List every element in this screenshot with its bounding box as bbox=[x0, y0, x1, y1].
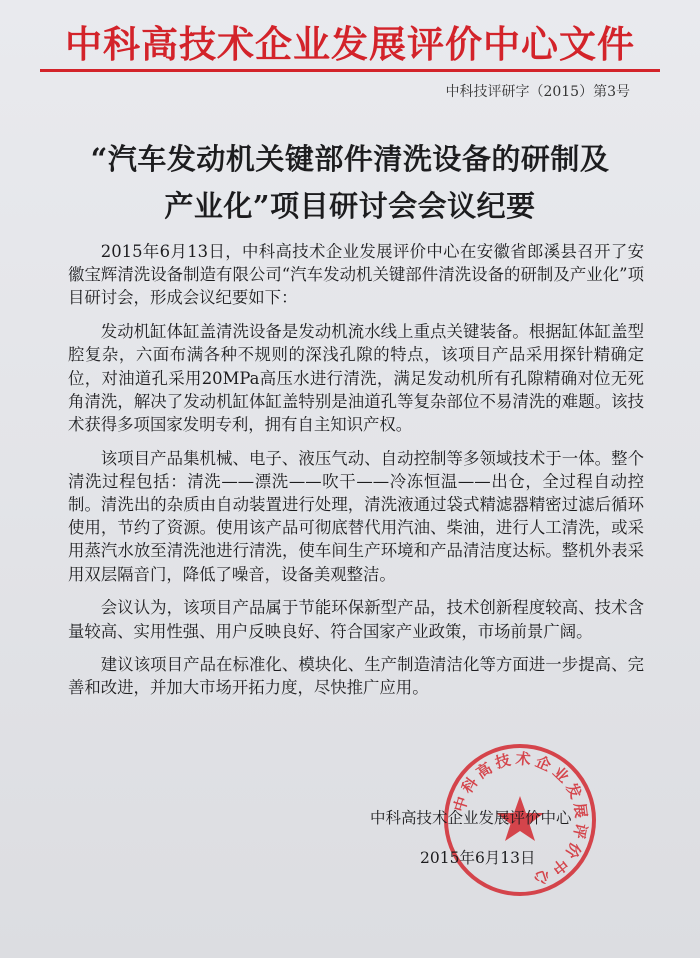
signature-date: 2015年6月13日 bbox=[420, 849, 536, 867]
body-paragraph-2: 发动机缸体缸盖清洗设备是发动机流水线上重点关键装备。根据缸体缸盖型腔复杂，六面布满各种不规则的深浅孔隙的特点，该项目产品采用探针精确定位，对油道孔采用20MPa高压水进行清洗，满足发动机所有孔隙精确对位无死角清洗，解决了发动机缸体缸盖特别是油道孔等复杂部位不易清洗的难题。该技术获得多项国家发明专利，拥有自主知识产权。 bbox=[68, 322, 644, 434]
document-title-line-2: 产业化”项目研讨会会议纪要 bbox=[164, 189, 536, 223]
document-title bbox=[0, 136, 700, 230]
body-paragraph-4: 会议认为，该项目产品属于节能环保新型产品，技术创新程度较高、技术含量较高、实用性强、用户反映良好、符合国家产业政策，市场前景广阔。 bbox=[68, 598, 644, 641]
signature-block bbox=[0, 806, 700, 866]
document-header-title: 中科高技术企业发展评价中心文件 bbox=[65, 22, 635, 66]
body-paragraph-3: 该项目产品集机械、电子、液压气动、自动控制等多领域技术于一体。整个清洗过程包括：清洗——漂洗——吹干——冷冻恒温——出仓，全过程自动控制。清洗出的杂质由自动装置进行处理，清洗液通过袋式精滤器精密过滤后循环使用，节约了资源。使用该产品可彻底替代用汽油、柴油，进行人工清洗，或采用蒸汽水放至清洗池进行清洗，使车间生产环境和产品清洁度达标。整机外表采用双层隔音门，降低了噪音，设备美观整洁。 bbox=[68, 448, 644, 584]
header-red-rule bbox=[40, 69, 660, 72]
svg-text:中科高技术企业发展评价中心: 中科高技术企业发展评价中心 bbox=[450, 749, 591, 890]
body-paragraph-1: 2015年6月13日，中科高技术企业发展评价中心在安徽省郎溪县召开了安徽宝辉清洗设备制造有限公司“汽车发动机关键部件清洗设备的研制及产业化”项目研讨会，形成会议纪要如下： bbox=[68, 242, 644, 308]
signature-organization: 中科高技术企业发展评价中心 bbox=[370, 809, 572, 827]
body-paragraph-5: 建议该项目产品在标准化、模块化、生产制造清洁化等方面进一步提高、完善和改进，并加大市场开拓力度，尽快推广应用。 bbox=[68, 655, 644, 698]
document-number: 中科技评研字（2015）第3号 bbox=[445, 84, 630, 100]
document-title-line-1: “汽车发动机关键部件清洗设备的研制及 bbox=[90, 142, 610, 176]
document-body bbox=[68, 240, 644, 710]
